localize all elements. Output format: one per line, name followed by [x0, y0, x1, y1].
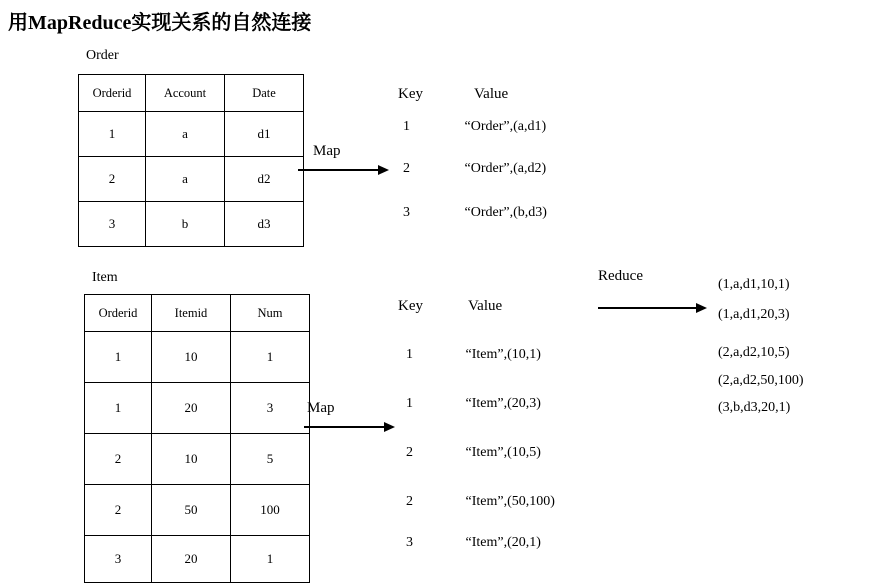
order-kv-row — [403, 119, 546, 135]
table-cell: 2 — [85, 434, 152, 485]
item-kv-value: “Item”,(10,1) — [465, 347, 541, 362]
item-kv-value: “Item”,(50,100) — [465, 494, 555, 509]
order-value-header: Value — [474, 86, 509, 102]
table-cell: 1 — [79, 112, 146, 157]
order-map-arrow-label: Map — [313, 143, 341, 159]
order-key-header: Key — [398, 86, 423, 102]
order-kv-value: “Order”,(a,d1) — [464, 119, 547, 134]
table-cell: 5 — [231, 434, 310, 485]
order-kv-key: 2 — [403, 161, 410, 176]
item-key-header: Key — [398, 298, 423, 314]
order-kv-value: “Order”,(b,d3) — [464, 205, 547, 220]
table-row — [79, 112, 304, 157]
item-kv-value: “Item”,(20,1) — [465, 535, 541, 550]
table-row — [85, 536, 310, 583]
order-table — [78, 74, 304, 247]
reduce-result-line: (1,a,d1,20,3) — [718, 307, 790, 322]
table-cell: b — [146, 202, 225, 247]
table-cell: d3 — [225, 202, 304, 247]
table-cell: d2 — [225, 157, 304, 202]
table-cell: 2 — [79, 157, 146, 202]
item-kv-key: 2 — [406, 445, 413, 460]
item-kv-key: 1 — [406, 347, 413, 362]
column-header-orderid: Orderid — [85, 295, 152, 332]
table-cell: 3 — [231, 383, 310, 434]
table-row — [79, 202, 304, 247]
column-header-itemid: Itemid — [152, 295, 231, 332]
table-row — [79, 157, 304, 202]
table-cell: 100 — [231, 485, 310, 536]
order-map-arrow-icon — [298, 165, 390, 175]
item-kv-value: “Item”,(20,3) — [465, 396, 541, 411]
reduce-result-line: (2,a,d2,10,5) — [718, 345, 790, 360]
item-kv-row — [406, 347, 541, 363]
table-cell: 20 — [152, 536, 231, 583]
reduce-arrow-icon — [598, 303, 708, 313]
item-value-header: Value — [468, 298, 503, 314]
table-cell: 20 — [152, 383, 231, 434]
table-cell: 3 — [79, 202, 146, 247]
reduce-result-line: (3,b,d3,20,1) — [718, 400, 791, 415]
item-kv-row — [406, 535, 541, 551]
table-row — [85, 485, 310, 536]
order-kv-row — [403, 161, 546, 177]
order-kv-key: 1 — [403, 119, 410, 134]
table-cell: 50 — [152, 485, 231, 536]
table-cell: 10 — [152, 434, 231, 485]
order-table-caption: Order — [86, 48, 119, 63]
table-cell: 10 — [152, 332, 231, 383]
page-title: 用MapReduce实现关系的自然连接 — [8, 12, 312, 34]
item-map-arrow-label: Map — [307, 400, 335, 416]
column-header-account: Account — [146, 75, 225, 112]
item-kv-value: “Item”,(10,5) — [465, 445, 541, 460]
table-cell: 2 — [85, 485, 152, 536]
item-table-caption: Item — [92, 270, 118, 285]
item-kv-key: 1 — [406, 396, 413, 411]
reduce-arrow-label: Reduce — [598, 268, 643, 284]
order-kv-key: 3 — [403, 205, 410, 220]
item-kv-row — [406, 396, 541, 412]
item-kv-row — [406, 445, 541, 461]
column-header-date: Date — [225, 75, 304, 112]
table-row — [85, 383, 310, 434]
table-cell: d1 — [225, 112, 304, 157]
table-cell: 1 — [85, 332, 152, 383]
table-cell: 1 — [231, 536, 310, 583]
order-kv-value: “Order”,(a,d2) — [464, 161, 547, 176]
column-header-num: Num — [231, 295, 310, 332]
table-cell: 1 — [85, 383, 152, 434]
table-row — [85, 332, 310, 383]
item-kv-key: 2 — [406, 494, 413, 509]
table-cell: 1 — [231, 332, 310, 383]
column-header-orderid: Orderid — [79, 75, 146, 112]
order-kv-row — [403, 205, 547, 221]
table-header-row — [85, 295, 310, 332]
reduce-result-line: (1,a,d1,10,1) — [718, 277, 790, 292]
table-header-row — [79, 75, 304, 112]
table-row — [85, 434, 310, 485]
item-kv-row — [406, 494, 555, 510]
table-cell: a — [146, 157, 225, 202]
item-kv-key: 3 — [406, 535, 413, 550]
item-map-arrow-icon — [304, 422, 396, 432]
reduce-result-line: (2,a,d2,50,100) — [718, 373, 804, 388]
item-table — [84, 294, 310, 583]
table-cell: a — [146, 112, 225, 157]
table-cell: 3 — [85, 536, 152, 583]
